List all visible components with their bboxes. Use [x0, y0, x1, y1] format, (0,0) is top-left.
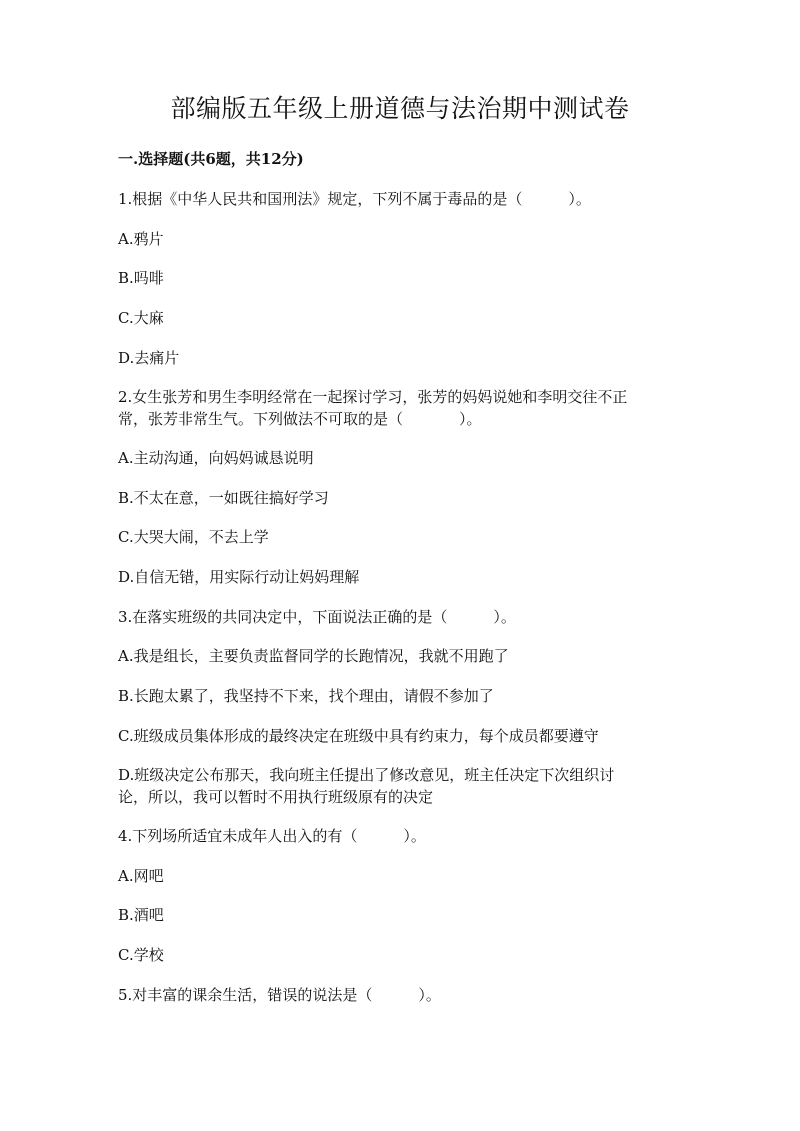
question-3-option-b: B.长跑太累了，我坚持不下来，找个理由，请假不参加了: [118, 687, 494, 705]
question-3-option-d-line1: D.班级决定公布那天，我向班主任提出了修改意见，班主任决定下次组织讨: [118, 766, 615, 784]
question-2-option-c: C.大哭大闹，不去上学: [118, 528, 269, 546]
section-heading: 一.选择题(共6题，共12分): [118, 150, 304, 168]
question-2-option-d: D.自信无错，用实际行动让妈妈理解: [118, 568, 360, 586]
question-3-option-d-line2: 论，所以，我可以暂时不用执行班级原有的决定: [118, 788, 434, 806]
question-4-option-a: A.网吧: [118, 867, 164, 885]
question-4-option-b: B.酒吧: [118, 906, 164, 924]
question-2-stem-line1: 2.女生张芳和男生李明经常在一起探讨学习，张芳的妈妈说她和李明交往不正: [118, 388, 628, 406]
question-2-option-a: A.主动沟通，向妈妈诚恳说明: [118, 449, 314, 467]
question-4-stem: 4.下列场所适宜未成年人出入的有（ ）。: [118, 827, 426, 845]
question-2-option-b: B.不太在意，一如既往搞好学习: [118, 489, 329, 507]
question-3-stem: 3.在落实班级的共同决定中，下面说法正确的是（ ）。: [118, 608, 516, 626]
question-1-option-b: B.吗啡: [118, 269, 164, 287]
question-1-option-a: A.鸦片: [118, 230, 164, 248]
question-1-stem: 1.根据《中华人民共和国刑法》规定，下列不属于毒品的是（ ）。: [118, 190, 591, 208]
question-1-option-d: D.去痛片: [118, 349, 180, 367]
question-4-option-c: C.学校: [118, 946, 164, 964]
question-1-option-c: C.大麻: [118, 309, 164, 327]
question-3-option-a: A.我是组长，主要负责监督同学的长跑情况，我就不用跑了: [118, 647, 509, 665]
page-title: 部编版五年级上册道德与法治期中测试卷: [170, 94, 630, 123]
question-5-stem: 5.对丰富的课余生活，错误的说法是（ ）。: [118, 986, 441, 1004]
question-3-option-c: C.班级成员集体形成的最终决定在班级中具有约束力，每个成员都要遵守: [118, 727, 599, 745]
question-2-stem-line2: 常，张芳非常生气。下列做法不可取的是（ ）。: [118, 410, 482, 428]
